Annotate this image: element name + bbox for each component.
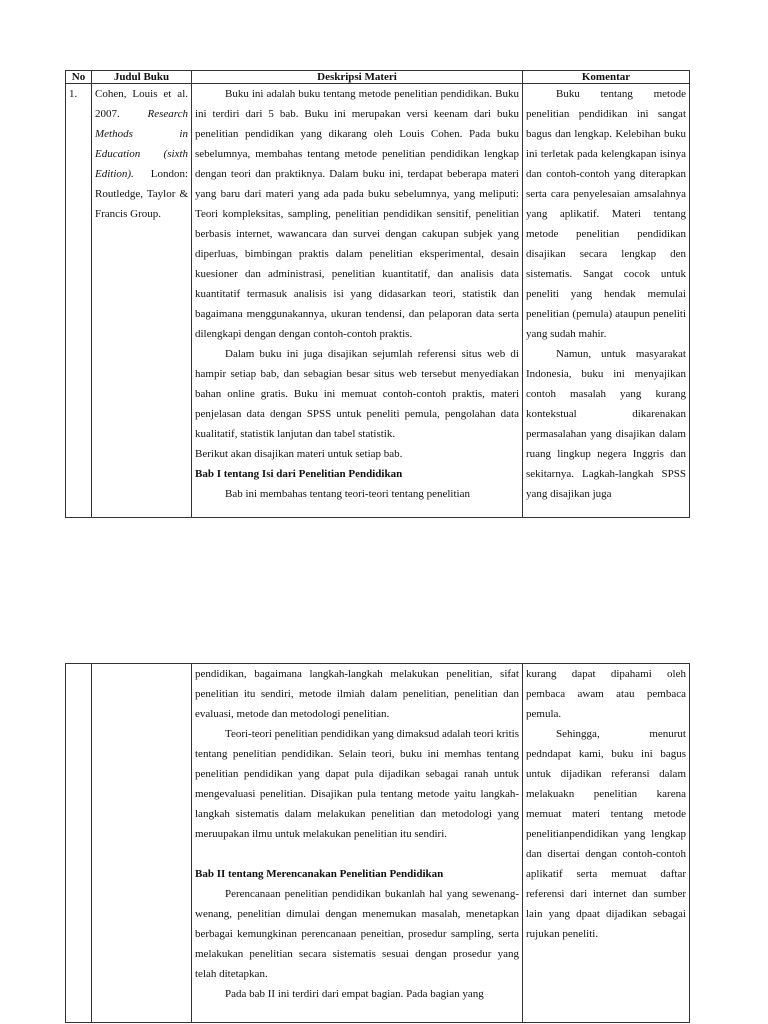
header-deskripsi-materi: Deskripsi Materi <box>192 71 523 84</box>
table-section-1 <box>65 70 689 518</box>
header-no: No <box>66 71 92 84</box>
row-number <box>66 84 92 518</box>
header-judul-buku: Judul Buku <box>92 71 192 84</box>
deskripsi-paragraph: Buku ini adalah buku tentang metode penelitian pendidikan. Buku ini terdiri dari 5 bab. Buku ini merupakan versi keenam dari buku penelitian pendidikan yang dikarang oleh Louis Cohen. Pada buku sebelumnya, membahas tentang metode penelitian pendidikan lengkap dengan teori dan praktiknya. Dalam buku ini, terdapat beberapa materi yang baru dari materi yang ada pada buku sebelumnya, yang meliputi: Teori kompleksitas, sampling, penelitian pendidikan sensitif, penelitian berbasis internet, wawancara dan survei dengan cakupan subjek yang diperluas, bimbingan praktis dalam penelitian eksperimental, desain kuesioner dan administrasi, penelitian kuantitatif, dan analisis data kuantitatif termasuk analisis isi yang didasarkan teori, statistik dan bagaimana menggunakannya, ukuran tendensi, dan pelaporan data serta dilengkapi dengan dengan contoh-contoh praktis. <box>195 88 519 340</box>
book-title-cell <box>92 84 192 518</box>
book-publisher: London: Routledge, Taylor & Francis Group. <box>95 168 188 220</box>
table-row <box>66 664 690 1023</box>
deskripsi-paragraph: Teori-teori penelitian pendidikan yang dimaksud adalah teori kritis tentang penelitian pendidikan. Selain teori, buku ini memhas tentang penelitian pendidikan yang dapat pula dijadikan sebagai ranah untuk mengevaluasi penelitian. Disajikan pula tentang metode yaitu langkah-langkah sistematis dalam melakukan penelitian dan metodologi yang meruupakan ilmu untuk melakukan penelitian itu sendiri. <box>195 728 519 840</box>
komentar-cell <box>523 664 690 1023</box>
komentar-paragraph: Namun, untuk masyarakat Indonesia, buku ini menyajikan contoh masalah yang kurang kontekstual dikarenakan permasalahan yang disajikan dalam ruang lingkup negera Inggris dan sekitarnya. Lagkah-langkah SPSS yang disajikan juga <box>526 348 686 500</box>
komentar-paragraph: kurang dapat dipahami oleh pembaca awam atau pembaca pemula. <box>526 668 686 720</box>
komentar-paragraph: Buku tentang metode penelitian pendidikan ini sangat bagus dan lengkap. Kelebihan buku ini terletak pada kelengkapan isinya dan contoh-contoh yang diterapkan serta cara penyelesaian amsalahnya yang aplikatif. Materi tentang metode penelitian pendidikan disajikan secara lengkap den sistematis. Sangat cocok untuk peneliti yang hendak memulai penelitian (pemula) ataupun peneliti yang sudah mahir. <box>526 88 686 340</box>
deskripsi-cell <box>192 84 523 518</box>
deskripsi-paragraph: Perencanaan penelitian pendidikan bukanlah hal yang sewenang-wenang, penelitian dimulai dengan menemukan masalah, menetapkan berbagai kemungkinan perencanaan peneitian, prosedur sampling, serta melakukan penelitian secara sistematis sesuai dengan prosedur yang telah ditetapkan. <box>195 888 519 980</box>
deskripsi-paragraph: pendidikan, bagaimana langkah-langkah melakukan penelitian, sifat penelitian itu sendiri, metode ilmiah dalam penelitian, penelitian dan evaluasi, metode dan metodologi penelitian. <box>195 668 519 720</box>
deskripsi-cell <box>192 664 523 1023</box>
chapter-heading: Bab II tentang Merencanakan Penelitian Pendidikan <box>195 868 444 880</box>
table-header-row <box>66 71 690 84</box>
deskripsi-paragraph: Pada bab II ini terdiri dari empat bagian. Pada bagian yang <box>225 988 484 1000</box>
deskripsi-paragraph: Berikut akan disajikan materi untuk setiap bab. <box>195 448 403 460</box>
book-title: Research Methods in Education (sixth Edition). <box>95 108 188 180</box>
chapter-heading: Bab I tentang Isi dari Penelitian Pendidikan <box>195 468 403 480</box>
row-number-text: 1. <box>69 88 78 100</box>
book-review-table-continued <box>65 663 690 1023</box>
table-section-2 <box>65 663 689 1023</box>
book-review-table <box>65 70 690 518</box>
book-authors: Cohen, Louis et al. 2007. <box>95 88 188 120</box>
deskripsi-paragraph: Dalam buku ini juga disajikan sejumlah referensi situs web di hampir setiap bab, dan sebagian besar situs web tersebut menyediakan bahan online gratis. Buku ini memuat contoh-contoh praktis, materi penjelasan data dengan SPSS untuk peneliti pemula, pengolahan data kualitatif, statistik lanjutan dan tabel statistik. <box>195 348 519 440</box>
komentar-paragraph: Sehingga, menurut pedndapat kami, buku ini bagus untuk dijadikan referansi dalam melakuakn penelitian karena memuat materi tentang metode penelitianpendidikan yang lengkap dan disertai dengan contoh-contoh aplikatif serta memuat daftar referensi dari internet dan sumber lain yang dpaat dijadikan sebagai rujukan peneliti. <box>526 728 686 940</box>
deskripsi-paragraph: Bab ini membahas tentang teori-teori tentang penelitian <box>225 488 470 500</box>
row-number <box>66 664 92 1023</box>
book-citation <box>95 84 188 224</box>
table-row <box>66 84 690 518</box>
komentar-cell <box>523 84 690 518</box>
book-title-cell <box>92 664 192 1023</box>
header-komentar: Komentar <box>523 71 690 84</box>
